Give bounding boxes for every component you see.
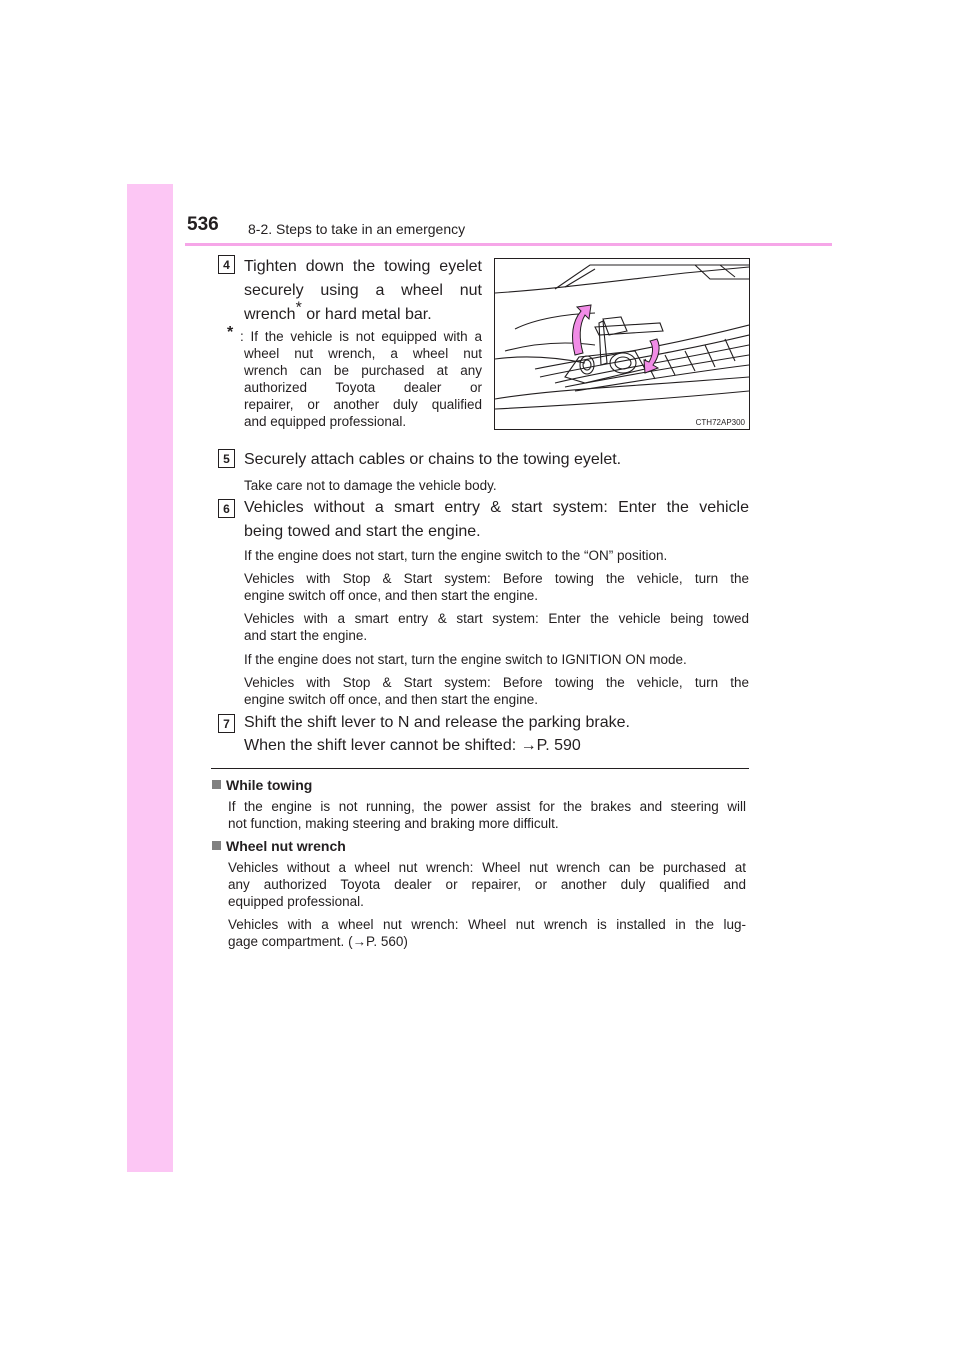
note-2-title: Wheel nut wrench — [226, 838, 346, 854]
step-6-p1: If the engine does not start, turn the engine switch to the “ON” position. — [244, 548, 668, 563]
note-2-line-5: gage compartment. (→P. 560) — [228, 934, 408, 949]
footnote-line-2: wheel nut wrench, a wheel nut — [244, 346, 482, 361]
rotation-arrow-up — [573, 305, 591, 355]
step-6-p5-line-2: engine switch off once, and then start the engine. — [244, 692, 538, 707]
note-1-line-2: not function, making steering and braking more difficult. — [228, 816, 559, 831]
note-heading-while-towing — [212, 777, 312, 793]
step-6-p5 — [244, 674, 749, 708]
step-6-title-line-1: Vehicles without a smart entry & start system: Enter the vehicle — [244, 499, 749, 516]
step-6-title — [244, 497, 749, 543]
step-5-title: Securely attach cables or chains to the towing eyelet. — [244, 451, 622, 468]
bullet-square-icon — [212, 841, 221, 850]
note-2-line-3: equipped professional. — [228, 894, 364, 909]
step-6-p3-line-1: Vehicles with a smart entry & start system: Enter the vehicle being towed — [244, 611, 749, 626]
step-4-line-3b: or hard metal bar. — [301, 306, 432, 323]
note-heading-wheel-nut-wrench — [212, 838, 346, 854]
step-6-p3 — [244, 610, 749, 644]
step-6-p2-line-2: engine switch off once, and then start the engine. — [244, 588, 538, 603]
note-2-line-4: Vehicles with a wheel nut wrench: Wheel nut wrench is installed in the lug- — [228, 917, 746, 932]
step-badge-7: 7 — [218, 714, 235, 733]
bullet-square-icon — [212, 780, 221, 789]
illustration-code: CTH72AP300 — [695, 418, 745, 427]
page-number: 536 — [187, 214, 219, 235]
step-4-line-3 — [244, 299, 482, 326]
footnote-line-1: : If the vehicle is not equipped with a — [240, 329, 482, 344]
step-7-title: Shift the shift lever to N and release the parking brake. — [244, 714, 630, 731]
note-1-line-1: If the engine is not running, the power assist for the brakes and steering will — [228, 799, 746, 814]
footnote-line-5: repairer, or another duly qualified — [244, 397, 482, 412]
note-2-line-1: Vehicles without a wheel nut wrench: Wheel nut wrench can be purchased at — [228, 860, 746, 875]
note-2-line-2: any authorized Toyota dealer or repairer, or another duly qualified and — [228, 877, 746, 892]
note-1-title: While towing — [226, 777, 313, 793]
step-6-p5-line-1: Vehicles with Stop & Start system: Before towing the vehicle, turn the — [244, 675, 749, 690]
step-4-line-2: securely using a wheel nut — [244, 282, 482, 299]
step-6-p2-line-1: Vehicles with Stop & Start system: Before towing the vehicle, turn the — [244, 571, 749, 586]
step-4-text — [244, 256, 482, 326]
footnote-mark: * — [227, 324, 234, 341]
step-6-title-line-2: being towed and start the engine. — [244, 523, 481, 540]
towing-eyelet-illustration — [494, 258, 750, 430]
step-6-p4: If the engine does not start, turn the engine switch to IGNITION ON mode. — [244, 652, 687, 667]
rotation-arrow-down — [644, 339, 659, 373]
note-1-body — [228, 798, 746, 832]
step-4-footnote — [240, 328, 482, 430]
step-4-line-3a: wrench — [244, 306, 296, 323]
note-2-body — [228, 859, 746, 950]
step-badge-4: 4 — [218, 255, 235, 274]
step-4-line-1: Tighten down the towing eyelet — [244, 258, 482, 275]
footnote-line-4: authorized Toyota dealer or — [244, 380, 482, 395]
notes-divider — [211, 768, 749, 769]
step-badge-5: 5 — [218, 449, 235, 468]
footnote-line-3: wrench can be purchased at any — [244, 363, 482, 378]
step-7-sub: When the shift lever cannot be shifted: →P. 590 — [244, 737, 581, 754]
chapter-title: 8-2. Steps to take in an emergency — [248, 221, 466, 237]
step-6-p3-line-2: and start the engine. — [244, 628, 368, 643]
step-badge-6: 6 — [218, 499, 235, 518]
footnote-line-6: and equipped professional. — [244, 414, 407, 429]
step-6-p2 — [244, 570, 749, 604]
header-rule — [185, 243, 832, 246]
chapter-side-tab — [127, 184, 173, 1172]
towing-eyelet-drawing — [495, 259, 749, 429]
step-5-note: Take care not to damage the vehicle body. — [244, 478, 497, 493]
footnote-star: * — [295, 299, 302, 317]
